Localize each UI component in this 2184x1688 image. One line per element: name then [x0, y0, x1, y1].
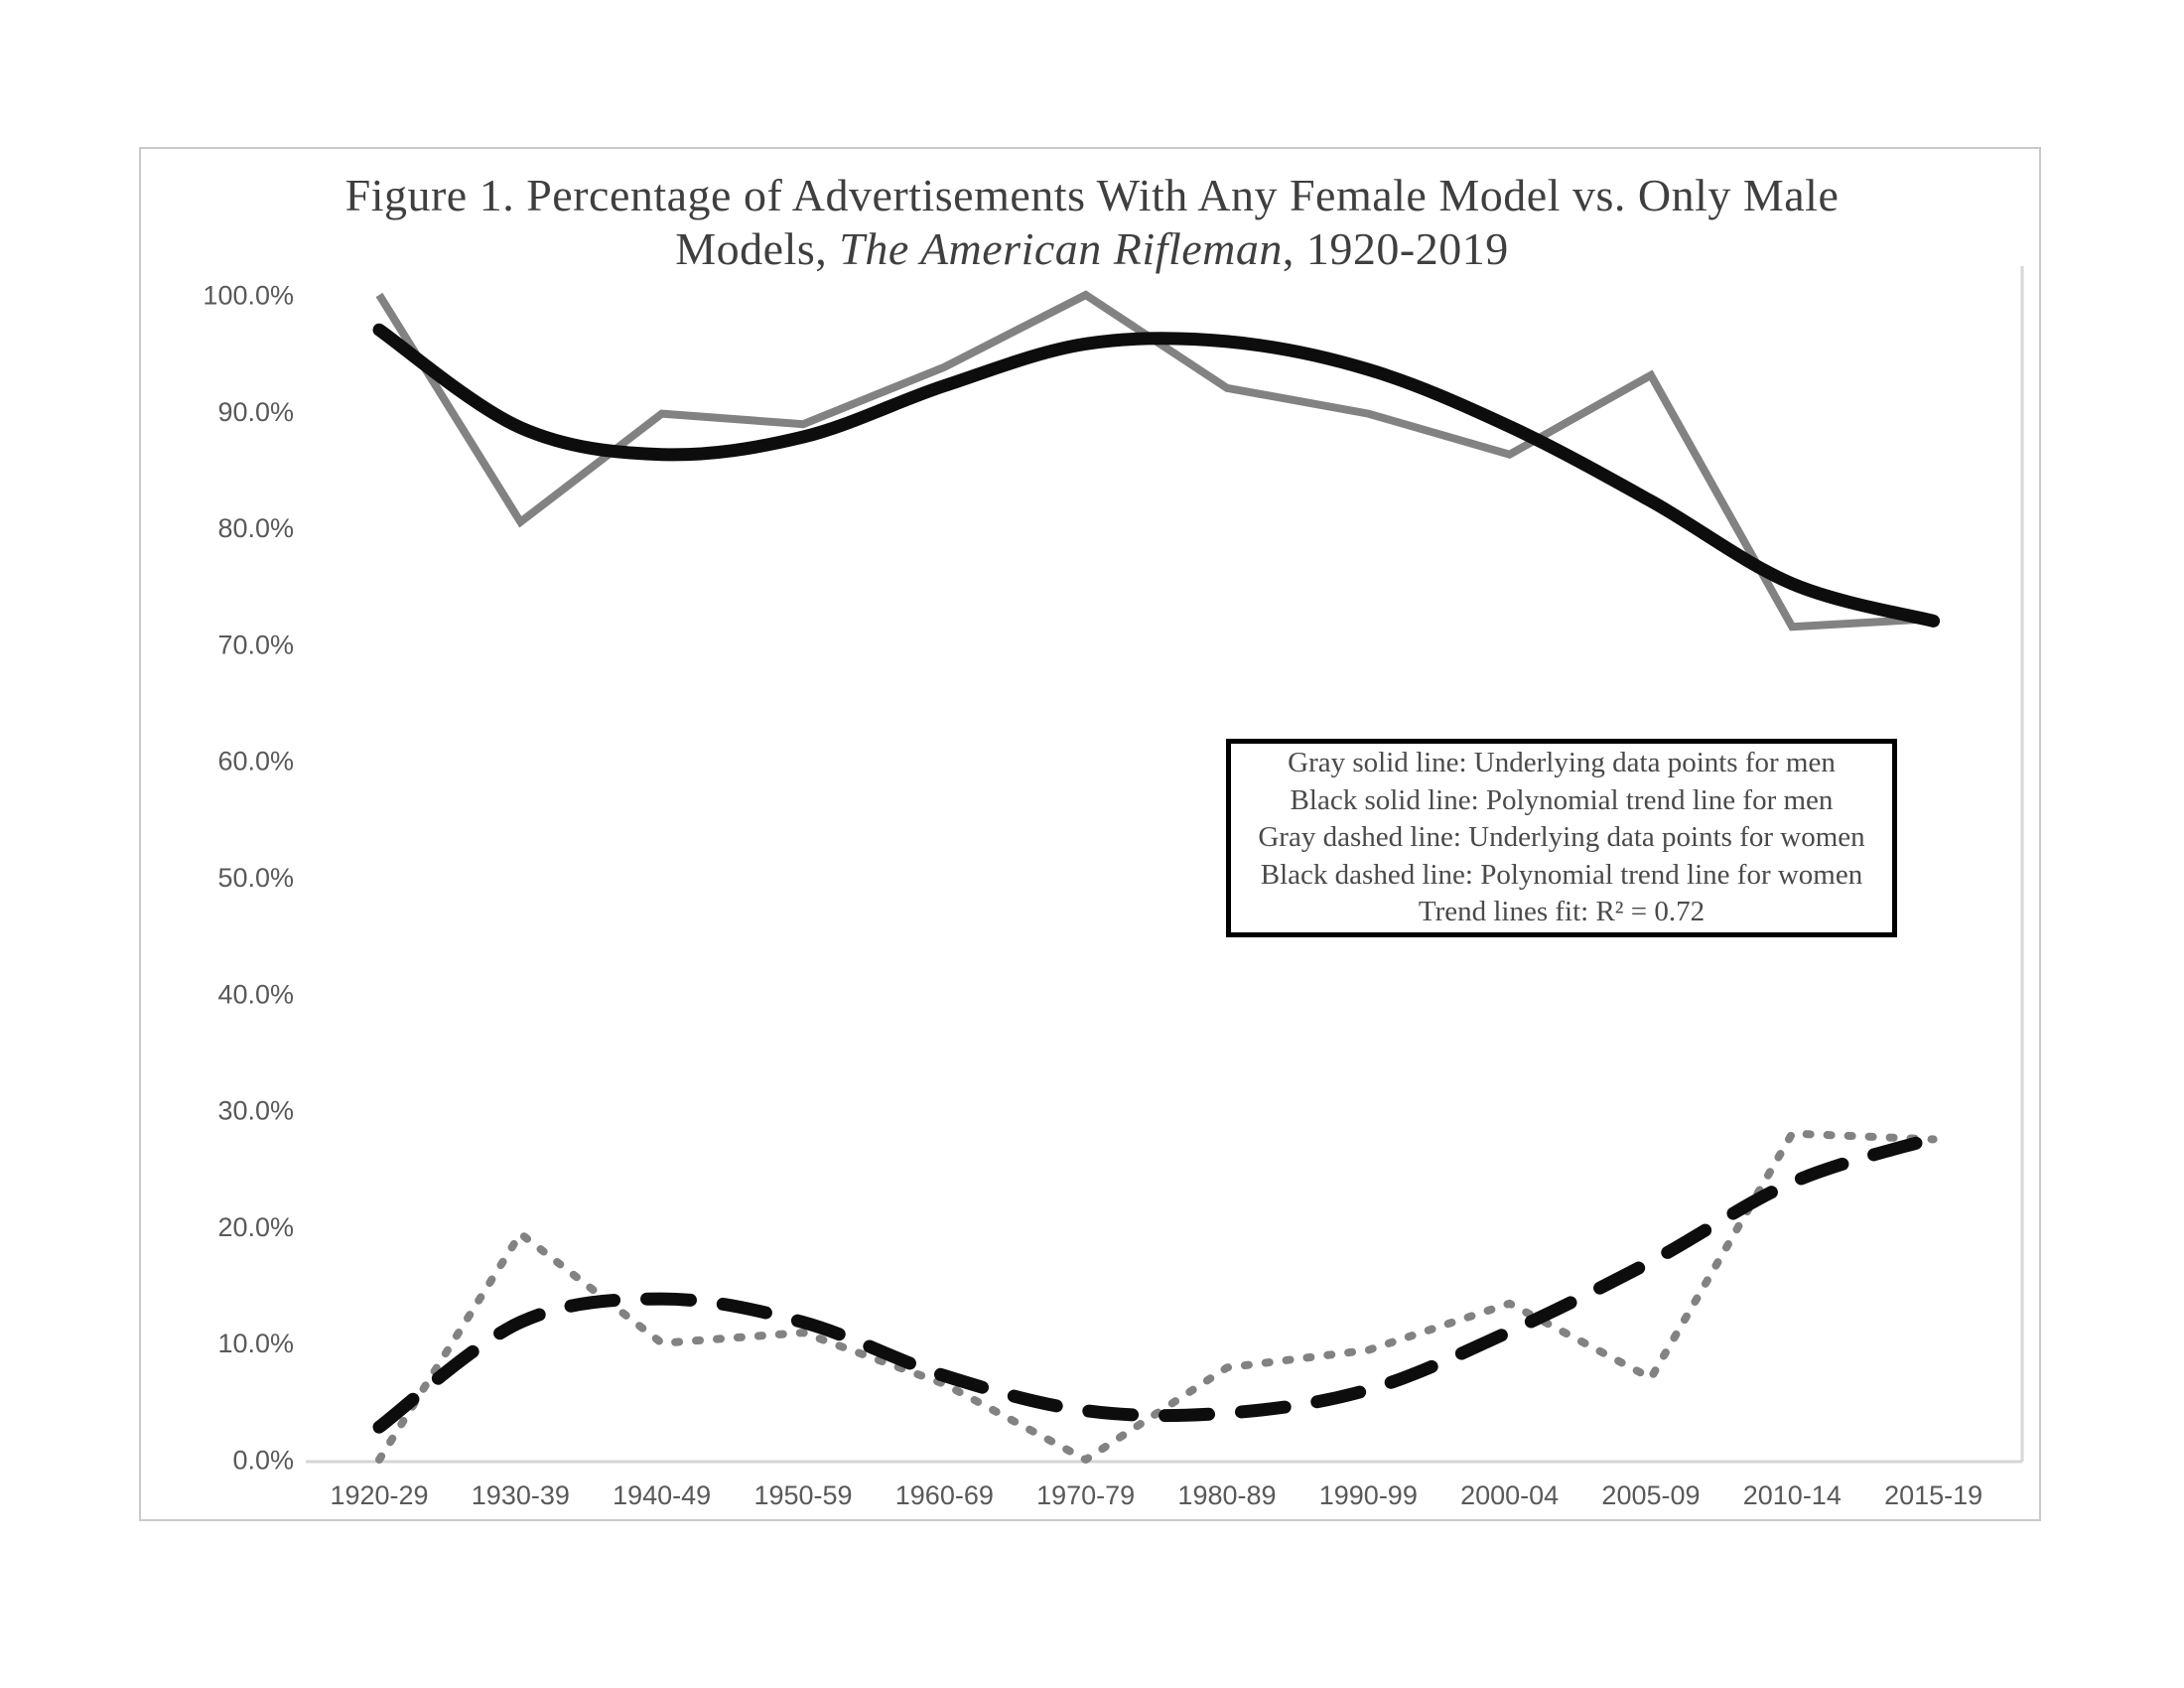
- x-tick-label: 1920-29: [330, 1480, 429, 1510]
- x-tick-label: 2005-09: [1601, 1480, 1701, 1510]
- y-tick-label: 20.0%: [217, 1211, 294, 1242]
- y-tick-label: 60.0%: [217, 746, 294, 776]
- y-tick-label: 10.0%: [217, 1329, 294, 1359]
- chart-title-line2: Models, The American Rifleman, 1920-2019: [675, 223, 1509, 274]
- x-tick-label: 1980-89: [1177, 1480, 1277, 1510]
- legend-line-women-data: Gray dashed line: Underlying data points for women: [1258, 821, 1865, 854]
- x-tick-label: 1970-79: [1036, 1480, 1136, 1510]
- chart-title-line1: Figure 1. Percentage of Advertisements With Any Female Model vs. Only Male: [344, 170, 1840, 220]
- legend-line-men-data: Gray solid line: Underlying data points for men: [1288, 747, 1836, 779]
- men-trend-line: [379, 330, 1934, 621]
- x-tick-label: 1990-99: [1318, 1480, 1418, 1510]
- legend-line-fit: Trend lines fit: R² = 0.72: [1418, 896, 1706, 928]
- x-tick-label: 1930-39: [471, 1480, 570, 1510]
- x-tick-label: 2000-04: [1460, 1480, 1560, 1510]
- x-tick-label: 1950-59: [753, 1480, 853, 1510]
- y-tick-label: 50.0%: [217, 862, 294, 893]
- y-tick-label: 70.0%: [217, 630, 294, 660]
- y-tick-label: 0.0%: [232, 1445, 294, 1476]
- chart-title-italic: The American Rifleman: [839, 223, 1283, 274]
- x-tick-label: 1940-49: [613, 1480, 712, 1510]
- x-tick-label: 1960-69: [894, 1480, 994, 1510]
- y-tick-label: 40.0%: [217, 979, 294, 1010]
- y-tick-label: 30.0%: [217, 1095, 294, 1126]
- legend-line-men-trend: Black solid line: Polynomial trend line for men: [1290, 783, 1834, 816]
- x-tick-label: 2010-14: [1742, 1480, 1842, 1510]
- y-tick-label: 90.0%: [217, 396, 294, 427]
- legend-line-women-trend: Black dashed line: Polynomial trend line for women: [1260, 858, 1863, 891]
- legend-box: [1226, 739, 1897, 937]
- women-trend-line: [379, 1138, 1934, 1427]
- y-tick-label: 80.0%: [217, 513, 294, 544]
- x-tick-label: 2015-19: [1884, 1480, 1983, 1510]
- y-tick-label: 100.0%: [203, 280, 294, 311]
